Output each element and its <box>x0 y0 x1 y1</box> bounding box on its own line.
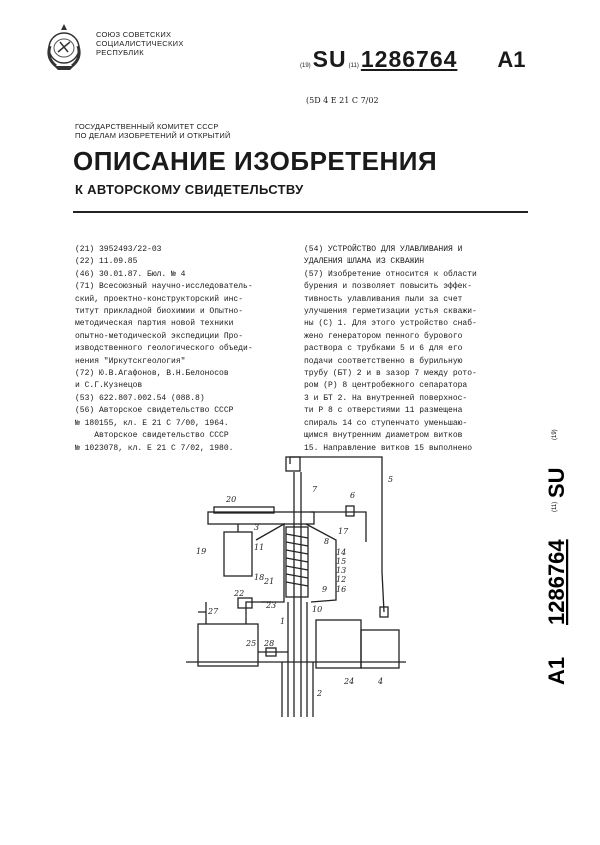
biblio-line: титут прикладной биохимии и Опытно- <box>75 307 244 317</box>
biblio-line: методическая партия новой техники <box>75 319 234 329</box>
figure-label: 9 <box>322 585 328 594</box>
ipc-classification: (5D 4 E 21 C 7/02 <box>306 96 379 105</box>
side-code-11: (11) <box>552 501 558 512</box>
patent-number: 1286764 <box>360 46 458 72</box>
figure-label: 8 <box>324 537 330 546</box>
code-11: (11) <box>348 63 359 69</box>
committee-name <box>75 122 231 140</box>
biblio-line: ский, проектно-конструкторский инс- <box>75 294 244 304</box>
figure-label: 3 <box>254 523 260 532</box>
abstract-line: УДАЛЕНИЯ ШЛАМА ИЗ СКВАЖИН <box>304 257 425 267</box>
figure-label: 13 <box>336 566 347 575</box>
figure-label: 23 <box>266 601 277 610</box>
ussr-emblem <box>40 22 88 72</box>
biblio-line: (46) 30.01.87. Бюл. № 4 <box>75 269 186 279</box>
side-patent-number: 1286764 <box>544 539 569 625</box>
patent-number-block <box>300 46 526 73</box>
abstract-line: подачи соответственно в бурильную <box>304 356 463 366</box>
figure-label: 27 <box>208 607 219 616</box>
figure-label: 10 <box>312 605 323 614</box>
code-19: (19) <box>300 63 311 69</box>
biblio-line: № 180155, кл. E 21 C 7/00, 1964. <box>75 418 229 428</box>
abstract-line: спираль 14 со ступенчато уменьшаю- <box>304 418 468 428</box>
union-line: СОЮЗ СОВЕТСКИХ <box>96 30 172 39</box>
bibliographic-data <box>75 244 295 455</box>
biblio-line: изводственного геологического объеди- <box>75 344 253 354</box>
figure-label: 17 <box>338 527 349 536</box>
abstract-line: 3 и БТ 2. На внутренней поверхнос- <box>304 393 468 403</box>
biblio-line: № 1023078, кл. E 21 C 7/02, 1980. <box>75 443 234 453</box>
biblio-line: (22) 11.09.85 <box>75 257 138 267</box>
biblio-line: и С.Г.Кузнецов <box>75 381 143 391</box>
figure-label: 25 <box>246 639 257 648</box>
abstract-line: жено генератором пенного бурового <box>304 331 463 341</box>
figure-label: 22 <box>234 589 245 598</box>
figure-label: 24 <box>344 677 355 686</box>
abstract-line: ти Р 8 с отверстиями 11 размещена <box>304 406 463 416</box>
committee-line: ПО ДЕЛАМ ИЗОБРЕТЕНИЙ И ОТКРЫТИЙ <box>75 131 231 140</box>
figure-label: 28 <box>264 639 275 648</box>
side-country-code: SU <box>544 467 569 498</box>
biblio-line: (71) Всесоюзный научно-исследователь- <box>75 282 253 292</box>
side-code-19: (19) <box>552 429 558 440</box>
figure-label: 15 <box>336 557 347 566</box>
figure-label: 18 <box>254 573 265 582</box>
biblio-line: (72) Ю.В.Агафонов, В.Н.Белоносов <box>75 369 229 379</box>
abstract-line: ром (Р) 8 центробежного сепаратора <box>304 381 468 391</box>
figure-label: 5 <box>388 475 394 484</box>
figure-label: 21 <box>264 577 275 586</box>
figure-label: 2 <box>317 689 323 698</box>
figure-label: 16 <box>336 585 347 594</box>
figure-label: 1 <box>280 617 286 626</box>
figure-label: 19 <box>196 547 207 556</box>
biblio-line: (53) 622.807.002.54 (088.8) <box>75 393 205 403</box>
union-line: РЕСПУБЛИК <box>96 48 144 57</box>
biblio-line: опытно-методической экспедиции Про- <box>75 331 244 341</box>
abstract-line: бурения и позволяет повысить эффек- <box>304 282 473 292</box>
figure-label: 7 <box>312 485 318 494</box>
figure-label: 6 <box>350 491 356 500</box>
biblio-line: (56) Авторское свидетельство СССР <box>75 406 234 416</box>
abstract-line: тивность улавливания пыли за счет <box>304 294 463 304</box>
figure-label: 4 <box>378 677 384 686</box>
side-kind-code: A1 <box>544 656 569 685</box>
figure-label: 12 <box>336 575 347 584</box>
abstract-line: трубу (БТ) 2 и в зазор 7 между рото- <box>304 369 477 379</box>
abstract-line: 15. Направление витков 15 выполнено <box>304 443 473 453</box>
technical-drawing <box>186 452 436 722</box>
biblio-line: нения "Иркутскгеология" <box>75 356 186 366</box>
document-subtitle: К АВТОРСКОМУ СВИДЕТЕЛЬСТВУ <box>75 182 304 197</box>
abstract-line: (57) Изобретение относится к области <box>304 269 477 279</box>
side-patent-label <box>534 420 584 690</box>
biblio-line: Авторское свидетельство СССР <box>75 431 229 441</box>
biblio-line: (21) 3952493/22-03 <box>75 245 162 254</box>
figure-label: 14 <box>336 548 347 557</box>
union-name <box>96 30 184 57</box>
abstract-line: улучшения герметизации устья скважи- <box>304 307 477 317</box>
abstract-line: щимся внутренним диаметром витков <box>304 431 463 441</box>
document-title: ОПИСАНИЕ ИЗОБРЕТЕНИЯ <box>73 146 438 176</box>
abstract-line: (54) УСТРОЙСТВО ДЛЯ УЛАВЛИВАНИЯ И <box>304 245 463 254</box>
committee-line: ГОСУДАРСТВЕННЫЙ КОМИТЕТ СССР <box>75 122 219 131</box>
kind-code: A1 <box>497 47 526 72</box>
figure-label: 11 <box>254 543 265 552</box>
divider <box>73 211 528 213</box>
figure-label: 20 <box>226 495 237 504</box>
country-code: SU <box>312 46 347 72</box>
abstract-line: раствора с трубками 5 и 6 для его <box>304 344 463 354</box>
abstract-line: ны (С) 1. Для этого устройство снаб- <box>304 319 477 329</box>
abstract <box>304 244 526 455</box>
union-line: СОЦИАЛИСТИЧЕСКИХ <box>96 39 184 48</box>
